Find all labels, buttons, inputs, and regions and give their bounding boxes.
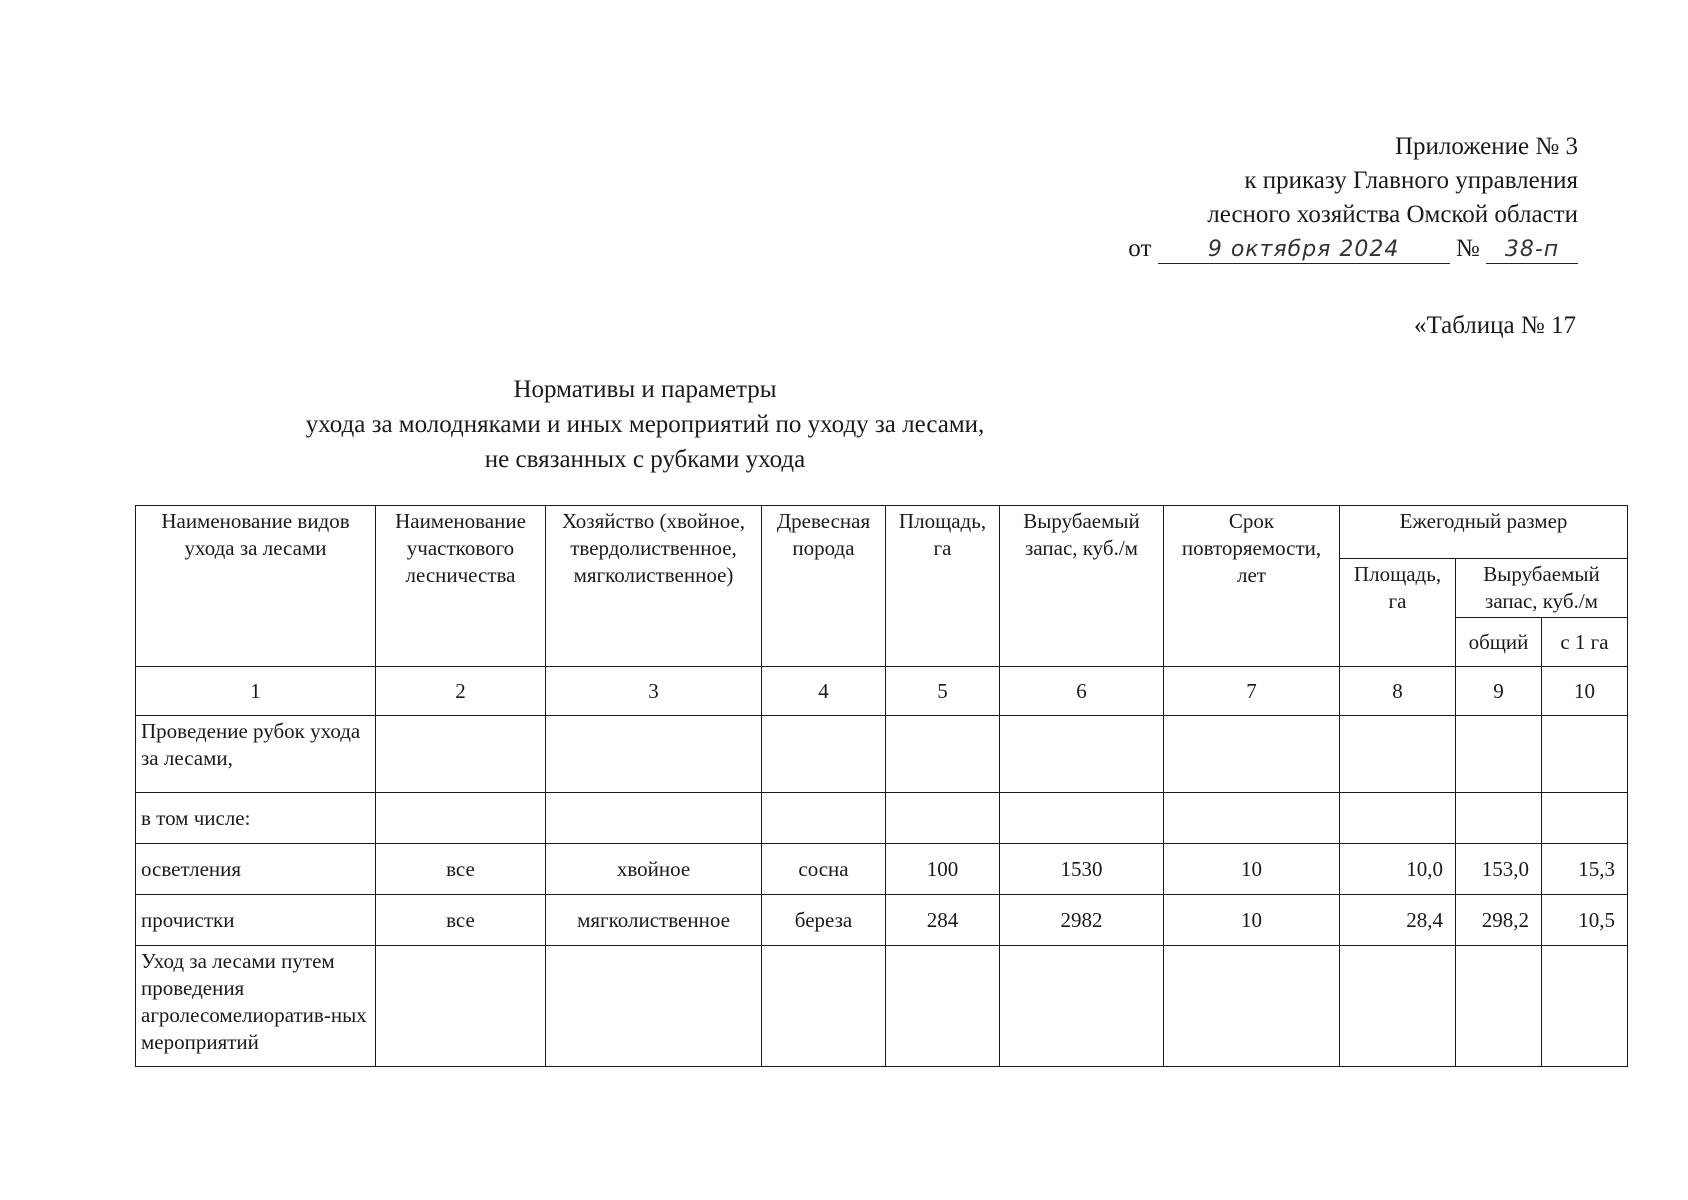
appendix-title: Приложение № 3 — [1394, 133, 1578, 160]
cell-volume: 1530 — [1000, 844, 1164, 895]
cell-per-ha — [1542, 716, 1628, 793]
header-annual-size: Ежегодный размер — [1340, 506, 1628, 559]
column-index: 4 — [762, 667, 886, 716]
column-index: 7 — [1164, 667, 1340, 716]
table-row — [136, 895, 1628, 946]
cell-annual-area — [1340, 793, 1456, 844]
cell-annual-area — [1340, 716, 1456, 793]
cell-annual-area: 10,0 — [1340, 844, 1456, 895]
cell-area: 284 — [886, 895, 1000, 946]
cell-species: сосна — [762, 844, 886, 895]
appendix-authority: лесного хозяйства Омской области — [1207, 201, 1578, 228]
cell-species — [762, 946, 886, 1067]
cell-economy — [546, 793, 762, 844]
cell-period: 10 — [1164, 895, 1340, 946]
header-area: Площадь, га — [886, 506, 1000, 667]
column-index: 8 — [1340, 667, 1456, 716]
cell-volume — [1000, 793, 1164, 844]
cell-annual-total: 153,0 — [1456, 844, 1542, 895]
cell-forestry: все — [376, 844, 546, 895]
cell-area — [886, 716, 1000, 793]
cell-period — [1164, 793, 1340, 844]
appendix-date-number — [1128, 232, 1578, 266]
cell-species: береза — [762, 895, 886, 946]
column-index: 10 — [1542, 667, 1628, 716]
cell-area — [886, 946, 1000, 1067]
cell-forestry — [376, 793, 546, 844]
table-row — [136, 946, 1628, 1067]
table-row — [136, 844, 1628, 895]
cell-economy — [546, 946, 762, 1067]
header-species: Древесная порода — [762, 506, 886, 667]
cell-kind: осветления — [136, 844, 376, 895]
column-index: 9 — [1456, 667, 1542, 716]
norms-table — [135, 505, 1628, 1067]
header-annual-area: Площадь, га — [1340, 559, 1456, 667]
header-per-ha: с 1 га — [1542, 618, 1628, 667]
table-reference: «Таблица № 17 — [1413, 312, 1576, 339]
appendix-header — [1128, 130, 1578, 266]
from-label: от — [1128, 235, 1152, 262]
table-row — [136, 793, 1628, 844]
table-row — [136, 716, 1628, 793]
cell-forestry: все — [376, 895, 546, 946]
cell-forestry — [376, 716, 546, 793]
title-line-3: не связанных с рубками ухода — [484, 446, 806, 473]
cell-annual-area: 28,4 — [1340, 895, 1456, 946]
header-kind: Наименование видов ухода за лесами — [136, 506, 376, 667]
handwritten-date: 9 октября 2024 — [1158, 237, 1450, 264]
cell-species — [762, 716, 886, 793]
cell-kind: Уход за лесами путем проведения агролесомелиоратив-ных мероприятий — [136, 946, 376, 1067]
cell-area: 100 — [886, 844, 1000, 895]
cell-per-ha — [1542, 793, 1628, 844]
cell-volume — [1000, 716, 1164, 793]
cell-forestry — [376, 946, 546, 1067]
header-forestry: Наименование участкового лесничества — [376, 506, 546, 667]
cell-kind: в том числе: — [136, 793, 376, 844]
cell-economy — [546, 716, 762, 793]
header-annual-volume: Вырубаемый запас, куб./м — [1456, 559, 1628, 618]
cell-economy: хвойное — [546, 844, 762, 895]
header-volume: Вырубаемый запас, куб./м — [1000, 506, 1164, 667]
column-index: 5 — [886, 667, 1000, 716]
cell-period — [1164, 946, 1340, 1067]
column-index: 6 — [1000, 667, 1164, 716]
cell-volume: 2982 — [1000, 895, 1164, 946]
header-annual-total: общий — [1456, 618, 1542, 667]
cell-per-ha: 10,5 — [1542, 895, 1628, 946]
column-index: 3 — [546, 667, 762, 716]
column-index: 1 — [136, 667, 376, 716]
cell-volume — [1000, 946, 1164, 1067]
cell-kind: Проведение рубок ухода за лесами, — [136, 716, 376, 793]
cell-species — [762, 793, 886, 844]
number-label: № — [1455, 235, 1480, 262]
title-line-1: Нормативы и параметры — [513, 376, 777, 403]
cell-period — [1164, 716, 1340, 793]
cell-annual-total: 298,2 — [1456, 895, 1542, 946]
cell-annual-total — [1456, 793, 1542, 844]
cell-area — [886, 793, 1000, 844]
cell-annual-total — [1456, 946, 1542, 1067]
handwritten-number: 38-п — [1486, 237, 1578, 264]
cell-annual-total — [1456, 716, 1542, 793]
cell-per-ha — [1542, 946, 1628, 1067]
cell-period: 10 — [1164, 844, 1340, 895]
header-period: Срок повторяемости, лет — [1164, 506, 1340, 667]
cell-economy: мягколиственное — [546, 895, 762, 946]
cell-per-ha: 15,3 — [1542, 844, 1628, 895]
cell-kind: прочистки — [136, 895, 376, 946]
appendix-order-ref: к приказу Главного управления — [1244, 167, 1578, 194]
column-index-row — [136, 667, 1628, 716]
title-line-2: ухода за молодняками и иных мероприятий по уходу за лесами, — [305, 411, 985, 438]
column-index: 2 — [376, 667, 546, 716]
header-economy: Хозяйство (хвойное, твердолиственное, мягколиственное) — [546, 506, 762, 667]
document-title — [0, 372, 1290, 477]
cell-annual-area — [1340, 946, 1456, 1067]
